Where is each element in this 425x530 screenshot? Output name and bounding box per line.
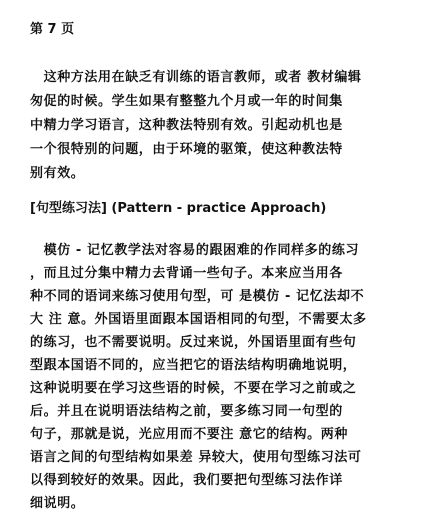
paragraph-line: 这种说明要在学习这些语的时候，不要在学习之前或之 [30,381,357,396]
paragraph-line: 型跟本国语不同的，应当把它的语法结构明确地说明， [30,358,357,373]
paragraph-line: 匆促的时候。学生如果有整整九个月或一年的时间集 [30,94,343,109]
paragraph-line: 这种方法用在缺乏有训练的语言教师，或者 教材编辑 [30,70,362,85]
paragraph-line: 大 注 意。外国语里面跟本国语相同的句型，不需要太多 [30,312,367,327]
paragraph-line: ，而且过分集中精力去背诵一些句子。本来应当用各 [30,266,343,281]
section-heading: [句型练习法] (Pattern - practice Approach) [30,201,327,216]
paragraph-line: 的练习，也不需要说明。反过来说，外国语里面有些句 [30,335,357,350]
paragraph-line: 别有效。 [30,166,85,181]
paragraph-line: 语言之间的句型结构如果差 异较大，使用句型练习法可 [30,450,362,465]
paragraph-line: 后。并且在说明语法结构之前，要多练习同一句型的 [30,404,343,419]
page-number: 第 7 页 [30,22,75,37]
paragraph-line: 以得到较好的效果。因此，我们要把句型练习法作详 [30,473,343,488]
paragraph-line: 句子，那就是说，光应用而不要注 意它的结构。两种 [30,427,348,442]
paragraph-line: 中精力学习语言，这种教法特别有效。引起动机也是 [30,118,343,133]
paragraph-line: 种不同的语词来练习使用句型，可 是模仿 - 记忆法却不 [30,289,365,304]
paragraph-line: 细说明。 [30,496,85,511]
paragraph-line: 一个很特别的问题，由于环境的驱策，使这种教法特 [30,142,343,157]
paragraph-line: 模仿 - 记忆教学法对容易的跟困难的作同样多的练习 [30,243,360,258]
